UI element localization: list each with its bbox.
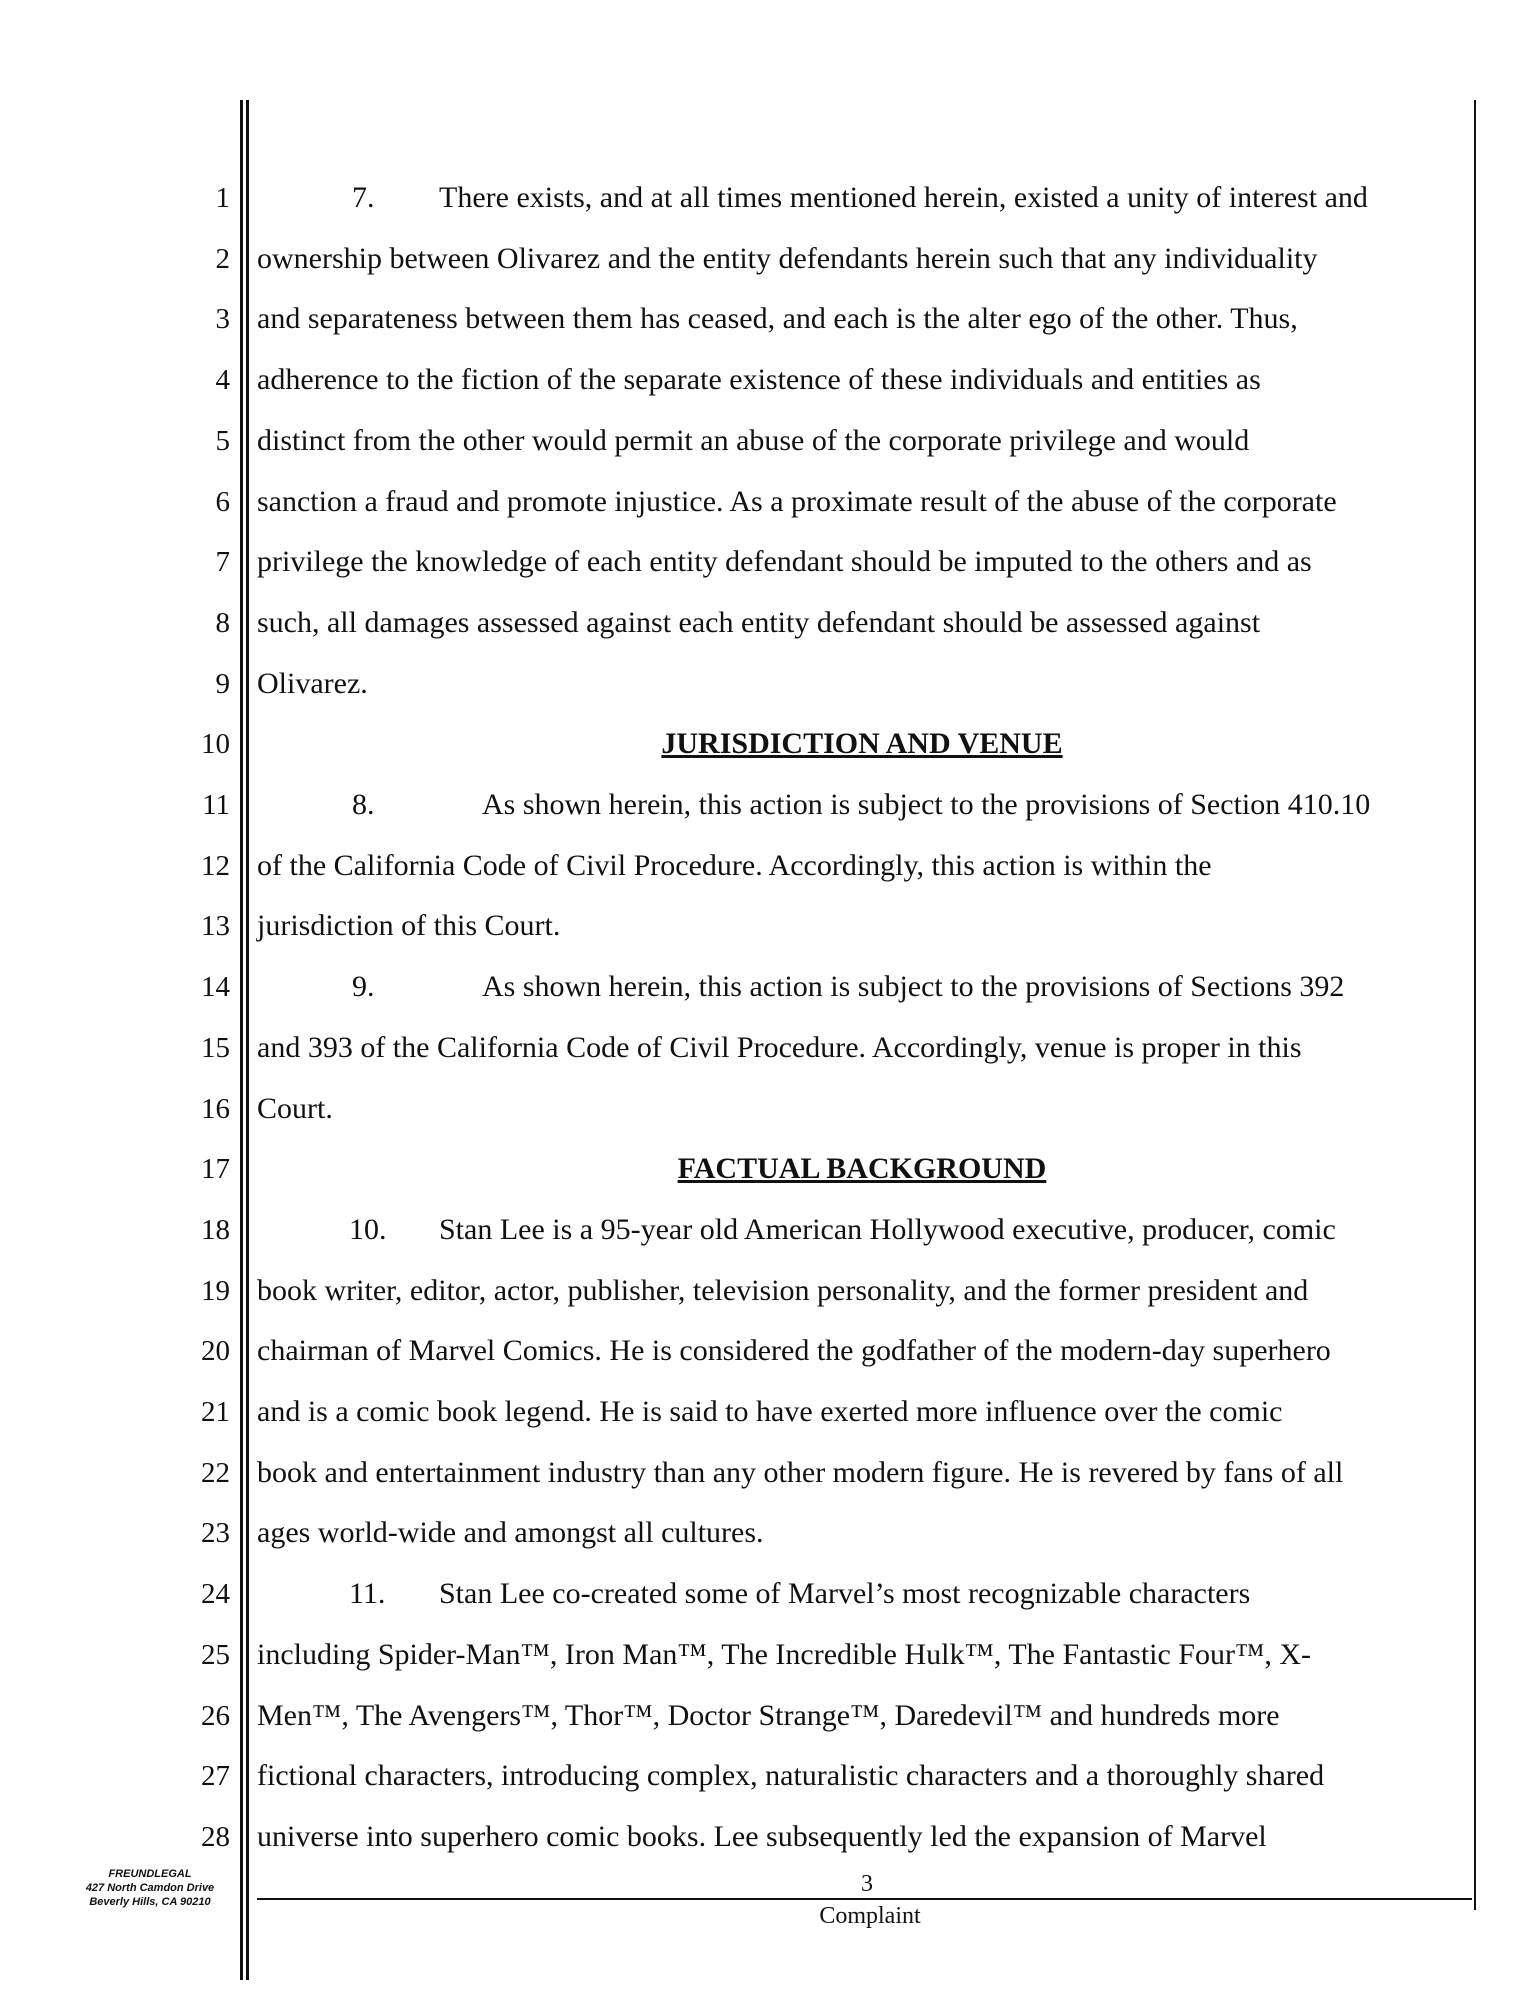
line-text: such, all damages assessed against each entity defendant should be assessed against	[257, 606, 1261, 639]
right-margin-rule	[1474, 100, 1476, 1910]
line-number: 12	[201, 850, 230, 882]
line-number: 9	[215, 668, 230, 700]
line-number: 2	[215, 243, 230, 275]
line-number: 14	[201, 971, 230, 1003]
firm-footer	[60, 1867, 240, 1909]
line-number: 24	[201, 1578, 230, 1610]
line-text: Court.	[257, 1092, 333, 1125]
line-number: 19	[201, 1275, 230, 1307]
firm-name: FREUNDLEGAL	[108, 1868, 192, 1880]
line-text: sanction a fraud and promote injustice. As a proximate result of the abuse of the corporate	[257, 485, 1337, 518]
line-text: Olivarez.	[257, 667, 368, 700]
line-number: 21	[201, 1396, 230, 1428]
line-text: universe into superhero comic books. Lee subsequently led the expansion of Marvel	[257, 1820, 1267, 1853]
line-text: jurisdiction of this Court.	[257, 909, 561, 942]
line-number: 11	[202, 789, 230, 821]
line-text: of the California Code of Civil Procedure. Accordingly, this action is within the	[257, 849, 1212, 882]
line-text: ownership between Olivarez and the entity defendants herein such that any individuality	[257, 242, 1318, 275]
line-number: 4	[215, 364, 230, 396]
line-number: 13	[201, 910, 230, 942]
line-number: 22	[201, 1457, 230, 1489]
footer-rule	[257, 1898, 1472, 1900]
line-number: 15	[201, 1032, 230, 1064]
line-number: 23	[201, 1517, 230, 1549]
line-number: 28	[201, 1821, 230, 1853]
page-number: 3	[861, 1871, 873, 1897]
line-number: 10	[201, 728, 230, 760]
paragraph-number: 7.	[352, 181, 375, 214]
line-number: 7	[215, 546, 230, 578]
line-text: Men™, The Avengers™, Thor™, Doctor Strange™, Daredevil™ and hundreds more	[257, 1699, 1280, 1732]
firm-address-line2: Beverly Hills, CA 90210	[89, 1896, 211, 1908]
line-text: fictional characters, introducing complex, naturalistic characters and a thoroughly shared	[257, 1759, 1325, 1792]
line-text: distinct from the other would permit an abuse of the corporate privilege and would	[257, 424, 1250, 457]
line-number: 26	[201, 1700, 230, 1732]
line-text: book writer, editor, actor, publisher, television personality, and the former president and	[257, 1274, 1309, 1307]
line-number: 8	[215, 607, 230, 639]
line-number: 5	[215, 425, 230, 457]
line-text: chairman of Marvel Comics. He is considered the godfather of the modern-day superhero	[257, 1334, 1331, 1367]
section-heading: FACTUAL BACKGROUND	[677, 1152, 1047, 1185]
line-text: and 393 of the California Code of Civil Procedure. Accordingly, venue is proper in this	[257, 1031, 1302, 1064]
paragraph-number: 10.	[349, 1213, 387, 1246]
firm-address-line1: 427 North Camdon Drive	[85, 1882, 215, 1894]
line-text: book and entertainment industry than any other modern figure. He is revered by fans of all	[257, 1456, 1344, 1489]
line-number: 6	[215, 486, 230, 518]
line-text: Stan Lee co-created some of Marvel’s most recognizable characters	[439, 1577, 1251, 1610]
line-text: As shown herein, this action is subject to the provisions of Section 410.10	[482, 788, 1371, 821]
line-number: 18	[201, 1214, 230, 1246]
line-text: ages world-wide and amongst all cultures.	[257, 1516, 764, 1549]
line-number: 25	[201, 1639, 230, 1671]
line-text: As shown herein, this action is subject to the provisions of Sections 392	[482, 970, 1345, 1003]
line-number: 27	[201, 1760, 230, 1792]
paragraph-number: 11.	[349, 1577, 386, 1610]
line-number: 20	[201, 1335, 230, 1367]
left-margin-rule-inner	[246, 100, 249, 1980]
paragraph-number: 8.	[352, 788, 375, 821]
line-text: There exists, and at all times mentioned herein, existed a unity of interest and	[439, 181, 1368, 214]
line-text: Stan Lee is a 95-year old American Hollywood executive, producer, comic	[439, 1213, 1336, 1246]
line-number: 16	[201, 1093, 230, 1125]
line-text: and separateness between them has ceased, and each is the alter ego of the other. Thus,	[257, 302, 1298, 335]
line-number: 17	[201, 1153, 230, 1185]
paragraph-number: 9.	[352, 970, 375, 1003]
line-number: 1	[215, 182, 230, 214]
footer-document-title: Complaint	[819, 1903, 921, 1929]
section-heading: JURISDICTION AND VENUE	[661, 727, 1063, 760]
left-margin-rule	[240, 100, 243, 1980]
line-text: and is a comic book legend. He is said to have exerted more influence over the comic	[257, 1395, 1283, 1428]
line-text: privilege the knowledge of each entity defendant should be imputed to the others and as	[257, 545, 1312, 578]
line-number: 3	[215, 303, 230, 335]
line-text: adherence to the fiction of the separate existence of these individuals and entities as	[257, 363, 1261, 396]
line-text: including Spider-Man™, Iron Man™, The Incredible Hulk™, The Fantastic Four™, X-	[257, 1638, 1312, 1671]
